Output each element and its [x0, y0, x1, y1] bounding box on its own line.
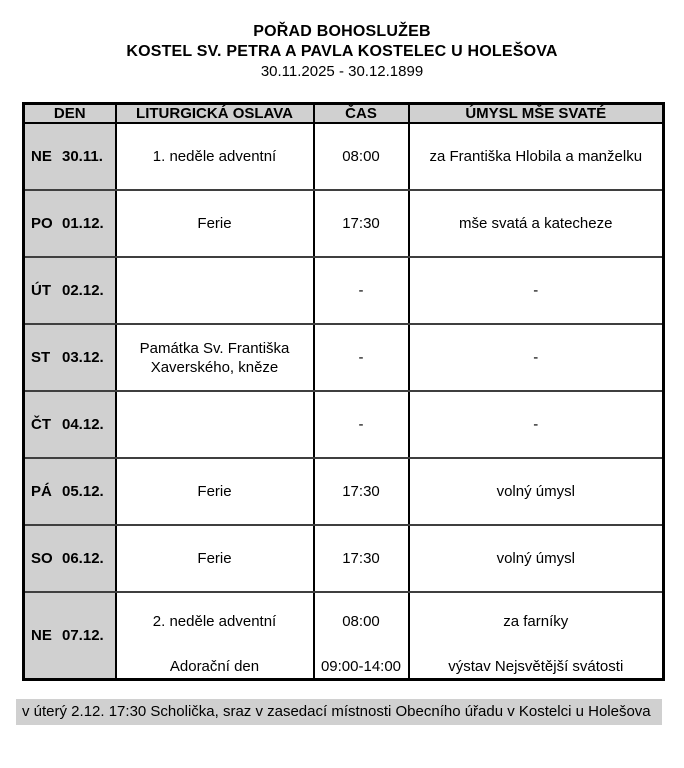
col-header-oslava: LITURGICKÁ OSLAVA — [116, 104, 314, 124]
schedule-table — [22, 102, 665, 681]
intention-line-2: výstav Nejsvětější svátosti — [448, 658, 624, 675]
cell-intention: volný úmysl — [409, 458, 664, 525]
table-row — [24, 324, 664, 391]
table-row — [24, 458, 664, 525]
day-date: 30.11. — [62, 148, 103, 165]
col-header-umysl: ÚMYSL MŠE SVATÉ — [409, 104, 664, 124]
cell-day — [24, 190, 116, 257]
table-row — [24, 525, 664, 592]
day-abbrev: PÁ — [31, 483, 52, 500]
cell-intention: volný úmysl — [409, 525, 664, 592]
cell-celebration: Ferie — [116, 525, 314, 592]
cell-intention — [409, 592, 664, 680]
cell-day — [24, 592, 116, 680]
table-row — [24, 391, 664, 458]
day-abbrev: SO — [31, 550, 53, 567]
day-date: 03.12. — [62, 349, 104, 366]
table-row — [24, 257, 664, 324]
day-abbrev: NE — [31, 148, 52, 165]
cell-time: 17:30 — [314, 190, 409, 257]
day-date: 04.12. — [62, 416, 104, 433]
cell-celebration — [116, 592, 314, 680]
intention-line-1: za farníky — [503, 613, 569, 630]
cell-day — [24, 458, 116, 525]
cell-time: 17:30 — [314, 525, 409, 592]
page-subtitle: KOSTEL SV. PETRA A PAVLA KOSTELEC U HOLEŠOVA — [126, 43, 558, 60]
table-row — [24, 190, 664, 257]
title-block — [0, 0, 684, 82]
cell-celebration: 1. neděle adventní — [116, 123, 314, 190]
col-header-den: DEN — [24, 104, 116, 124]
cell-intention: mše svatá a katecheze — [409, 190, 664, 257]
date-range: 30.11.2025 - 30.12.1899 — [260, 63, 424, 80]
cell-day — [24, 324, 116, 391]
celebration-line-1: 2. neděle adventní — [152, 613, 277, 630]
cell-day — [24, 391, 116, 458]
day-abbrev: PO — [31, 215, 53, 232]
day-abbrev: NE — [31, 627, 52, 644]
cell-day — [24, 123, 116, 190]
day-abbrev: ČT — [31, 416, 51, 433]
day-date: 05.12. — [62, 483, 104, 500]
cell-celebration: Ferie — [116, 458, 314, 525]
table-row — [24, 592, 664, 680]
footer-note: v úterý 2.12. 17:30 Scholička, sraz v zasedací místnosti Obecního úřadu v Kostelci u Holešova — [16, 699, 662, 725]
cell-celebration — [116, 391, 314, 458]
cell-day — [24, 525, 116, 592]
cell-celebration — [116, 257, 314, 324]
time-line-2: 09:00-14:00 — [320, 658, 402, 675]
col-header-cas: ČAS — [314, 104, 409, 124]
cell-time: - — [314, 257, 409, 324]
cell-time: 08:00 — [314, 123, 409, 190]
cell-intention: - — [409, 324, 664, 391]
cell-time — [314, 592, 409, 680]
page-title: POŘAD BOHOSLUŽEB — [253, 23, 431, 40]
cell-celebration: Ferie — [116, 190, 314, 257]
cell-time: 17:30 — [314, 458, 409, 525]
day-abbrev: ÚT — [31, 282, 51, 299]
celebration-line-2: Adorační den — [169, 658, 260, 675]
cell-intention: - — [409, 391, 664, 458]
day-date: 06.12. — [62, 550, 104, 567]
cell-intention: za Františka Hlobila a manželku — [409, 123, 664, 190]
day-abbrev: ST — [31, 349, 51, 366]
cell-time: - — [314, 391, 409, 458]
day-date: 02.12. — [62, 282, 104, 299]
cell-time: - — [314, 324, 409, 391]
table-row — [24, 123, 664, 190]
cell-intention: - — [409, 257, 664, 324]
cell-celebration: Památka Sv. Františka Xaverského, kněze — [116, 324, 314, 391]
day-date: 01.12. — [62, 215, 104, 232]
time-line-1: 08:00 — [342, 613, 380, 630]
table-header-row — [24, 104, 664, 124]
cell-day — [24, 257, 116, 324]
day-date: 07.12. — [62, 627, 104, 644]
